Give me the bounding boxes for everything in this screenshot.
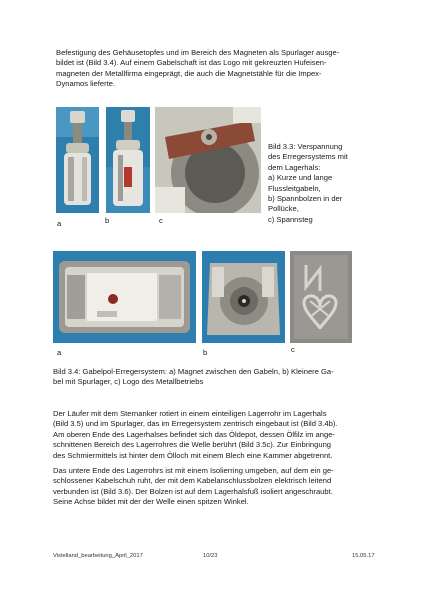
footer-filename: Vistelland_bearbeitung_April_2017 bbox=[53, 553, 143, 559]
figure-3-3-label-c: c bbox=[159, 216, 163, 225]
figure-3-4-label-a: a bbox=[57, 348, 62, 357]
photo-3-3c bbox=[155, 107, 261, 213]
photo-3-3b bbox=[106, 107, 150, 213]
fork-pole-magnet-image bbox=[53, 251, 196, 343]
figure-3-3-label-b: b bbox=[105, 216, 110, 225]
dynamo-short-fork-image bbox=[56, 107, 99, 213]
figure-3-3-caption: Bild 3.3: Verspannung des Erregersystems mit dem Lagerhals: a) Kurze und lange Flussleitgabeln, b) Spannbolzen in der Pollücke, c) Spannsteg bbox=[268, 142, 348, 224]
metal-company-logo-image bbox=[290, 251, 352, 343]
photo-3-4b bbox=[202, 251, 285, 343]
clamping-bridge-image bbox=[155, 107, 261, 213]
photo-3-3a bbox=[56, 107, 99, 213]
intro-paragraph: Befestigung des Gehäusetopfes und im Bereich des Magneten als Spurlager ausge- bildet ist (Bild 3.4). Auf einem Gabelschaft ist das Logo mit gekreuzten Hufeisen- magneten der Metallfirma eingeprägt, die auch die Magnetstähle für die Impex- Dynamos lieferte. bbox=[56, 48, 340, 89]
figure-3-4-label-c: c bbox=[291, 345, 295, 354]
photo-3-4a bbox=[53, 251, 196, 343]
small-fork-bearing-image bbox=[202, 251, 285, 343]
figure-3-4-label-b: b bbox=[203, 348, 208, 357]
footer-date: 15.05.17 bbox=[352, 553, 375, 559]
footer-page-number: 10/23 bbox=[203, 553, 218, 559]
photo-3-4c bbox=[290, 251, 352, 343]
figure-3-3-label-a: a bbox=[57, 219, 62, 228]
figure-3-4-caption: Bild 3.4: Gabelpol-Erregersystem: a) Magnet zwischen den Gabeln, b) Kleinere Ga- bel mit Spurlager, c) Logo des Metallbetriebs bbox=[53, 367, 334, 387]
dynamo-long-fork-image bbox=[106, 107, 150, 213]
body-paragraph-1: Der Läufer mit dem Sternanker rotiert in einem einteiligen Lagerrohr im Lagerhals (Bild 3.5) und im Spurlager, das im Erregersystem zentrisch eingebaut ist (Bild 3.4b). Am oberen Ende des Lagerhalses befindet sich das Öldepot, dessen Ölfilz im ange- schnittenen Bereich des Lagerrohres die Welle berührt (Bild 3.5c). Zur Einbringung des Schmiermittels ist hinter dem Ölloch mit einem Blech eine Kammer abgetrennt. bbox=[53, 409, 338, 460]
body-paragraph-2: Das untere Ende des Lagerrohrs ist mit einem Isolierring umgeben, auf dem ein ge- schlossener Kabelschuh ruht, der mit dem Kabelanschlussbolzen elektrisch leitend verbunden ist (Bild 3.6). Der Bolzen ist auf dem Lagerhalsfuß isoliert angeschraubt. Seine Achse bildet mit der der Welle einen spitzen Winkel. bbox=[53, 466, 334, 507]
